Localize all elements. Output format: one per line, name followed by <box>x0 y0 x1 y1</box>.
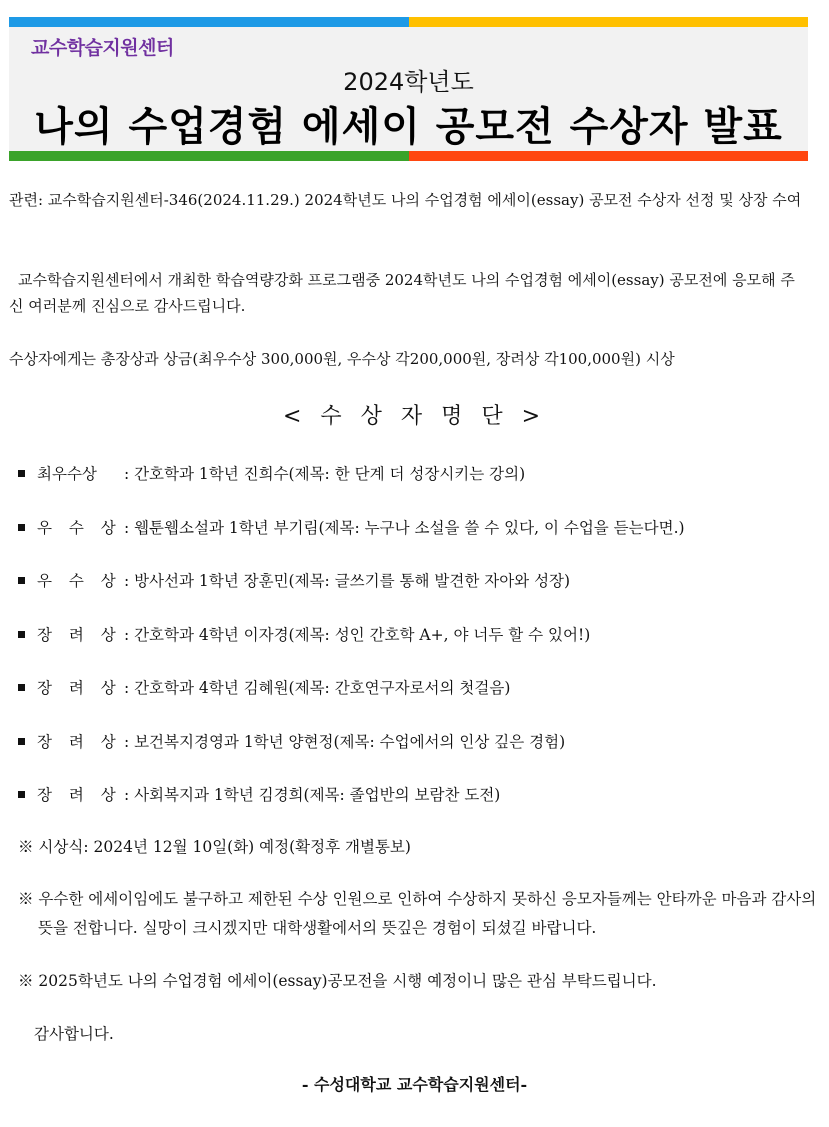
award-item <box>18 677 510 699</box>
prize-info: 수상자에게는 총장상과 상금(최우수상 300,000원, 우수상 각200,000원, 장려상 각100,000원) 시상 <box>9 350 675 368</box>
award-grade: 장 려 상 <box>37 626 122 644</box>
award-item <box>18 731 565 753</box>
award-item <box>18 784 500 806</box>
award-grade: 우 수 상 <box>37 572 122 590</box>
square-bullet-icon <box>18 791 25 798</box>
square-bullet-icon <box>18 684 25 691</box>
center-name: 교수학습지원센터 <box>31 37 174 59</box>
award-detail: : 간호학과 4학년 김혜원(제목: 간호연구자로서의 첫걸음) <box>123 679 511 697</box>
square-bullet-icon <box>18 738 25 745</box>
square-bullet-icon <box>18 577 25 584</box>
square-bullet-icon <box>18 631 25 638</box>
header-banner <box>9 17 808 161</box>
banner-bottom-right-bar <box>409 151 808 161</box>
award-grade: 장 려 상 <box>37 786 122 804</box>
related-reference: 관련: 교수학습지원센터-346(2024.11.29.) 2024학년도 나의 수업경험 에세이(essay) 공모전 수상자 선정 및 상장 수여 <box>9 191 802 209</box>
award-item <box>18 517 685 539</box>
intro-paragraph: 교수학습지원센터에서 개최한 학습역량강화 프로그램중 2024학년도 나의 수업경험 에세이(essay) 공모전에 응모해 주신 여러분께 진심으로 감사드립니다. <box>9 271 795 315</box>
next-contest-note: ※ 2025학년도 나의 수업경험 에세이(essay)공모전을 시행 예정이니 많은 관심 부탁드립니다. <box>18 972 657 990</box>
award-detail: : 간호학과 4학년 이자경(제목: 성인 간호학 A+, 야 너두 할 수 있어!) <box>123 626 591 644</box>
award-detail: : 웹툰웹소설과 1학년 부기림(제목: 누구나 소설을 쓸 수 있다, 이 수업을 듣는다면.) <box>123 519 685 537</box>
signature: - 수성대학교 교수학습지원센터- <box>301 1075 528 1094</box>
banner-top-left-bar <box>9 17 409 27</box>
year-line: 2024학년도 <box>343 68 474 96</box>
award-grade: 장 려 상 <box>37 679 122 697</box>
award-item <box>18 570 570 592</box>
award-item <box>18 463 525 485</box>
award-detail: : 방사선과 1학년 장훈민(제목: 글쓰기를 통해 발견한 자아와 성장) <box>123 572 571 590</box>
regret-note: ※ 우수한 에세이임에도 불구하고 제한된 수상 인원으로 인하여 수상하지 못하신 응모자들께는 안타까운 마음과 감사의 뜻을 전합니다. 실망이 크시겠지만 대학생활에서의 뜻깊은 경험이 되셨길 바랍니다. <box>18 890 817 937</box>
page-title: 나의 수업경험 에세이 공모전 수상자 발표 <box>34 104 783 150</box>
ceremony-note: ※ 시상식: 2024년 12월 10일(화) 예정(확정후 개별통보) <box>18 838 411 856</box>
award-item <box>18 624 590 646</box>
award-detail: : 간호학과 1학년 진희수(제목: 한 단계 더 성장시키는 강의) <box>123 465 526 483</box>
award-detail: : 사회복지과 1학년 김경희(제목: 졸업반의 보람찬 도전) <box>123 786 501 804</box>
square-bullet-icon <box>18 524 25 531</box>
square-bullet-icon <box>18 470 25 477</box>
banner-bottom-left-bar <box>9 151 409 161</box>
winners-list-title: < 수 상 자 명 단 > <box>282 404 547 429</box>
award-detail: : 보건복지경영과 1학년 양현정(제목: 수업에서의 인상 깊은 경험) <box>123 733 566 751</box>
banner-top-right-bar <box>409 17 808 27</box>
award-grade: 우 수 상 <box>37 519 122 537</box>
award-grade: 장 려 상 <box>37 733 122 751</box>
thanks-text: 감사합니다. <box>34 1025 114 1043</box>
award-grade: 최우수상 <box>37 465 97 483</box>
